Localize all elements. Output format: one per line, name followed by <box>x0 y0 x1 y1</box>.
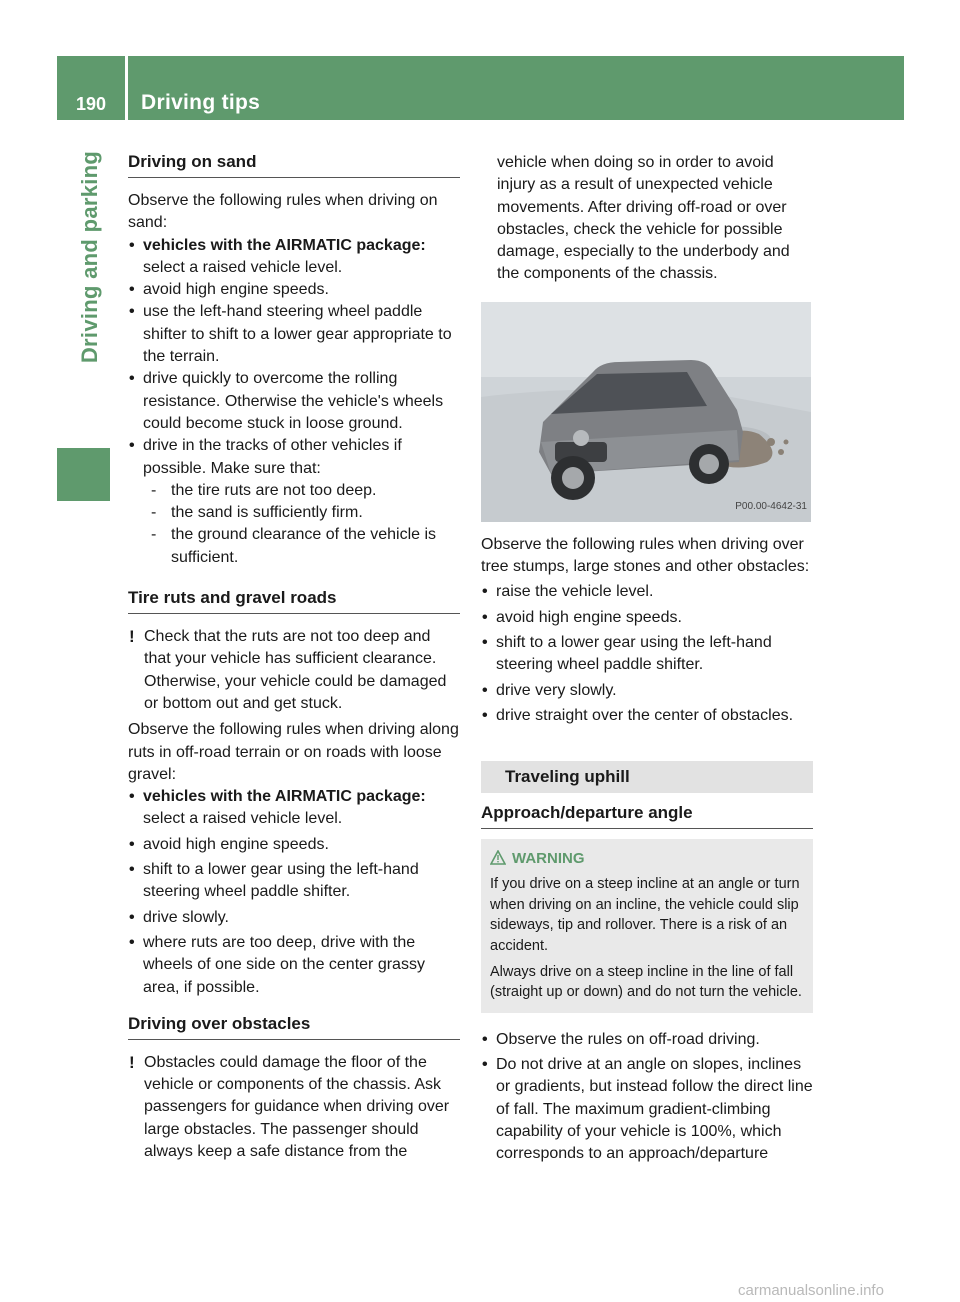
uphill-list <box>481 1029 813 1166</box>
header-separator <box>125 56 128 120</box>
bullet-icon: • <box>129 788 135 806</box>
list-item-text: drive quickly to overcome the rolling resistance. Otherwise the vehicle's wheels could become stuck in loose ground. <box>143 370 444 432</box>
list-item <box>128 279 460 301</box>
warning-heading <box>490 848 803 872</box>
sand-intro: Observe the following rules when driving on sand: <box>128 192 438 232</box>
list-item <box>481 1029 813 1051</box>
obstacles-intro: Observe the following rules when driving over tree stumps, large stones and other obstacles: <box>481 535 810 576</box>
list-item-text: shift to a lower gear using the left-hand steering wheel paddle shifter. <box>143 861 419 901</box>
list-item <box>128 834 460 856</box>
sand-list <box>128 235 460 569</box>
obstacles-note <box>128 1052 460 1163</box>
list-item-text: where ruts are too deep, drive with the wheels of one side on the center grassy area, if possible. <box>143 933 425 996</box>
sub-list-item <box>151 524 460 569</box>
list-item <box>128 859 460 904</box>
warning-text-1: If you drive on a steep incline at an angle or turn when driving on an incline, the vehicle could slip sideways, tip and rollover. There is a risk of an accident. <box>490 876 800 954</box>
list-item <box>481 1054 813 1165</box>
side-tab-label: Driving and parking <box>77 150 102 364</box>
left-column <box>128 150 460 1163</box>
heading-driving-on-sand: Driving on sand <box>128 150 460 178</box>
list-item-text: select a raised vehicle level. <box>143 258 343 276</box>
dash-icon: - <box>151 504 157 522</box>
list-item <box>128 368 460 435</box>
list-item <box>481 680 813 702</box>
section-traveling-uphill: Traveling uphill <box>481 761 813 793</box>
bullet-icon: • <box>482 706 488 724</box>
list-item <box>128 301 460 368</box>
right-column <box>481 152 813 1166</box>
footer-watermark: carmanualsonline.info <box>738 1282 884 1299</box>
list-item-text: avoid high engine speeds. <box>143 835 329 853</box>
warning-text-2: Always drive on a steep incline in the line of fall (straight up or down) and do not turn the vehicle. <box>490 963 802 1001</box>
sub-list-item <box>151 480 460 502</box>
exclamation-icon: ! <box>129 627 135 647</box>
bullet-icon: • <box>129 370 135 388</box>
side-tab-block <box>57 448 110 501</box>
tire-ruts-note <box>128 626 460 715</box>
sub-list-item-text: the ground clearance of the vehicle is sufficient. <box>171 526 437 566</box>
warning-box <box>481 839 813 1013</box>
bullet-icon: • <box>129 437 135 455</box>
list-item <box>481 632 813 677</box>
bullet-icon: • <box>482 1030 488 1048</box>
list-item-text: Observe the rules on off-road driving. <box>496 1030 760 1048</box>
list-item-text: avoid high engine speeds. <box>143 281 329 299</box>
figure-code: P00.00-4642-31 <box>735 501 807 513</box>
list-item <box>481 607 813 629</box>
list-item-text: use the left-hand steering wheel paddle shifter to shift to a lower gear appropriate to the terrain. <box>143 303 452 366</box>
warning-title: WARNING <box>512 850 585 868</box>
list-item-text: drive in the tracks of other vehicles if possible. Make sure that: <box>143 437 402 477</box>
bullet-icon: • <box>129 861 135 879</box>
list-item <box>481 581 813 603</box>
obstacles-note-continued: vehicle when doing so in order to avoid injury as a result of unexpected vehicle movements. After driving off-road or over obstacles, check the vehicle for possible damage, especially to the underbody and the components of the chassis. <box>497 154 790 283</box>
page-number: 190 <box>75 94 107 114</box>
obstacles-list <box>481 581 813 727</box>
sub-list-item-text: the tire ruts are not too deep. <box>171 481 377 499</box>
dash-icon: - <box>151 526 157 544</box>
exclamation-icon: ! <box>129 1052 135 1072</box>
list-item-text: drive very slowly. <box>496 681 617 699</box>
note-text: Obstacles could damage the floor of the vehicle or components of the chassis. Ask passengers for guidance when driving over large obstacles. The passenger should always keep a safe distance from the <box>144 1053 450 1160</box>
airmatic-label: vehicles with the AIRMATIC package: <box>143 788 426 806</box>
dash-icon: - <box>151 481 157 499</box>
heading-approach-departure-angle: Approach/departure angle <box>481 801 813 829</box>
list-item <box>128 786 460 831</box>
list-item-text: drive straight over the center of obstacles. <box>496 706 794 724</box>
sub-list-item <box>151 502 460 524</box>
bullet-icon: • <box>129 908 135 926</box>
list-item <box>128 235 460 280</box>
bullet-icon: • <box>129 835 135 853</box>
bullet-icon: • <box>129 236 135 254</box>
tire-ruts-list <box>128 786 460 999</box>
list-item-text: raise the vehicle level. <box>496 583 654 601</box>
heading-driving-over-obstacles: Driving over obstacles <box>128 1012 460 1040</box>
bullet-icon: • <box>129 933 135 951</box>
bullet-icon: • <box>482 1056 488 1074</box>
bullet-icon: • <box>129 281 135 299</box>
vehicle-obstacle-figure <box>481 302 811 522</box>
list-item-text: select a raised vehicle level. <box>143 810 343 828</box>
bullet-icon: • <box>482 681 488 699</box>
list-item <box>128 932 460 999</box>
sub-list-item-text: the sand is sufficiently firm. <box>171 504 363 522</box>
note-text: Check that the ruts are not too deep and that your vehicle has sufficient clearance. Otherwise, your vehicle could be damaged or bottom out and get stuck. <box>144 628 447 712</box>
airmatic-label: vehicles with the AIRMATIC package: <box>143 236 426 254</box>
bullet-icon: • <box>129 303 135 321</box>
list-item <box>128 435 460 569</box>
list-item-text: avoid high engine speeds. <box>496 608 682 626</box>
heading-tire-ruts: Tire ruts and gravel roads <box>128 586 460 614</box>
list-item-text: drive slowly. <box>143 908 229 926</box>
tire-ruts-intro: Observe the following rules when driving along ruts in off-road terrain or on roads with loose gravel: <box>128 721 459 783</box>
sand-sub-list <box>143 480 460 569</box>
list-item-text: shift to a lower gear using the left-hand steering wheel paddle shifter. <box>496 633 772 674</box>
list-item <box>128 907 460 929</box>
warning-triangle-icon <box>490 850 506 872</box>
running-title: Driving tips <box>141 91 261 114</box>
list-item <box>481 705 813 727</box>
list-item-text: Do not drive at an angle on slopes, inclines or gradients, but instead follow the direct line of fall. The maximum gradient-climbing capability of your vehicle is 100%, which corresponds to an approach/departure <box>496 1056 813 1163</box>
bullet-icon: • <box>482 608 488 626</box>
suv-over-rock-illustration <box>481 302 811 522</box>
bullet-icon: • <box>482 583 488 601</box>
bullet-icon: • <box>482 633 488 651</box>
